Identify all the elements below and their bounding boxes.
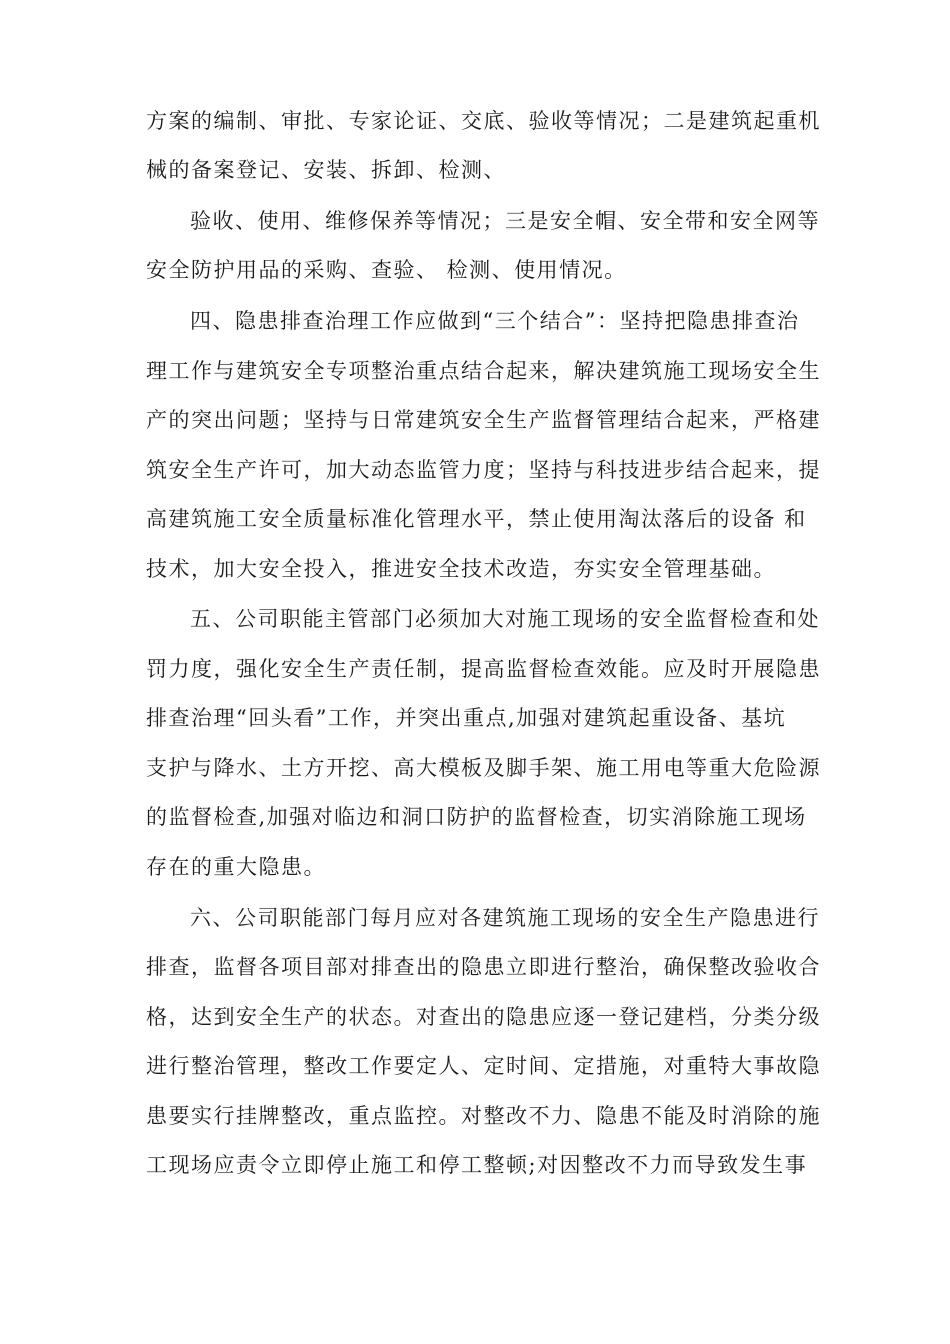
text-line: 存在的重大隐患。: [146, 855, 326, 879]
text-line: 排查，监督各项目部对排查出的隐患立即进行整治，确保整改验收合: [146, 955, 821, 979]
text-line: 产的突出问题；坚持与日常建筑安全生产监督管理结合起来，严格建: [146, 408, 821, 432]
text-line: 技术，加大安全投入，推进安全技术改造，夯实安全管理基础。: [146, 557, 776, 581]
text-line: 四、隐患排查治理工作应做到“三个结合”：坚持把隐患排查治: [190, 309, 800, 333]
text-line: 械的备案登记、安装、拆卸、检测、: [146, 158, 506, 182]
text-line: 筑安全生产许可，加大动态监管力度；坚持与科技进步结合起来，提: [146, 458, 821, 482]
text-line: 六、公司职能部门每月应对各建筑施工现场的安全生产隐患进行: [190, 906, 820, 930]
text-line: 支护与降水、土方开挖、高大模板及脚手架、施工用电等重大危险源: [146, 756, 821, 780]
text-line: 安全防护用品的采购、查验、 检测、使用情况。: [146, 258, 627, 282]
text-line: 方案的编制、审批、专家论证、交底、验收等情况；二是建筑起重机: [146, 109, 821, 133]
text-line: 工现场应责令立即停止施工和停工整顿;对因整改不力而导致发生事: [146, 1153, 808, 1177]
text-line: 验收、使用、维修保养等情况；三是安全帽、安全带和安全网等: [190, 209, 820, 233]
text-line: 理工作与建筑安全专项整治重点结合起来，解决建筑施工现场安全生: [146, 359, 821, 383]
text-line: 排查治理“回头看”工作，并突出重点,加强对建筑起重设备、基坑: [146, 706, 787, 730]
text-line: 的监督检查,加强对临边和洞口防护的监督检查，切实消除施工现场: [146, 805, 807, 829]
text-line: 五、公司职能主管部门必须加大对施工现场的安全监督检查和处: [190, 607, 820, 631]
text-line: 患要实行挂牌整改，重点监控。对整改不力、隐患不能及时消除的施: [146, 1104, 821, 1128]
text-line: 格，达到安全生产的状态。对查出的隐患应逐一登记建档，分类分级: [146, 1005, 821, 1029]
text-line: 高建筑施工安全质量标准化管理水平，禁止使用淘汰落后的设备 和: [146, 507, 807, 531]
text-line: 进行整治管理，整改工作要定人、定时间、定措施，对重特大事故隐: [146, 1054, 821, 1078]
text-line: 罚力度，强化安全生产责任制，提高监督检查效能。应及时开展隐患: [146, 657, 821, 681]
